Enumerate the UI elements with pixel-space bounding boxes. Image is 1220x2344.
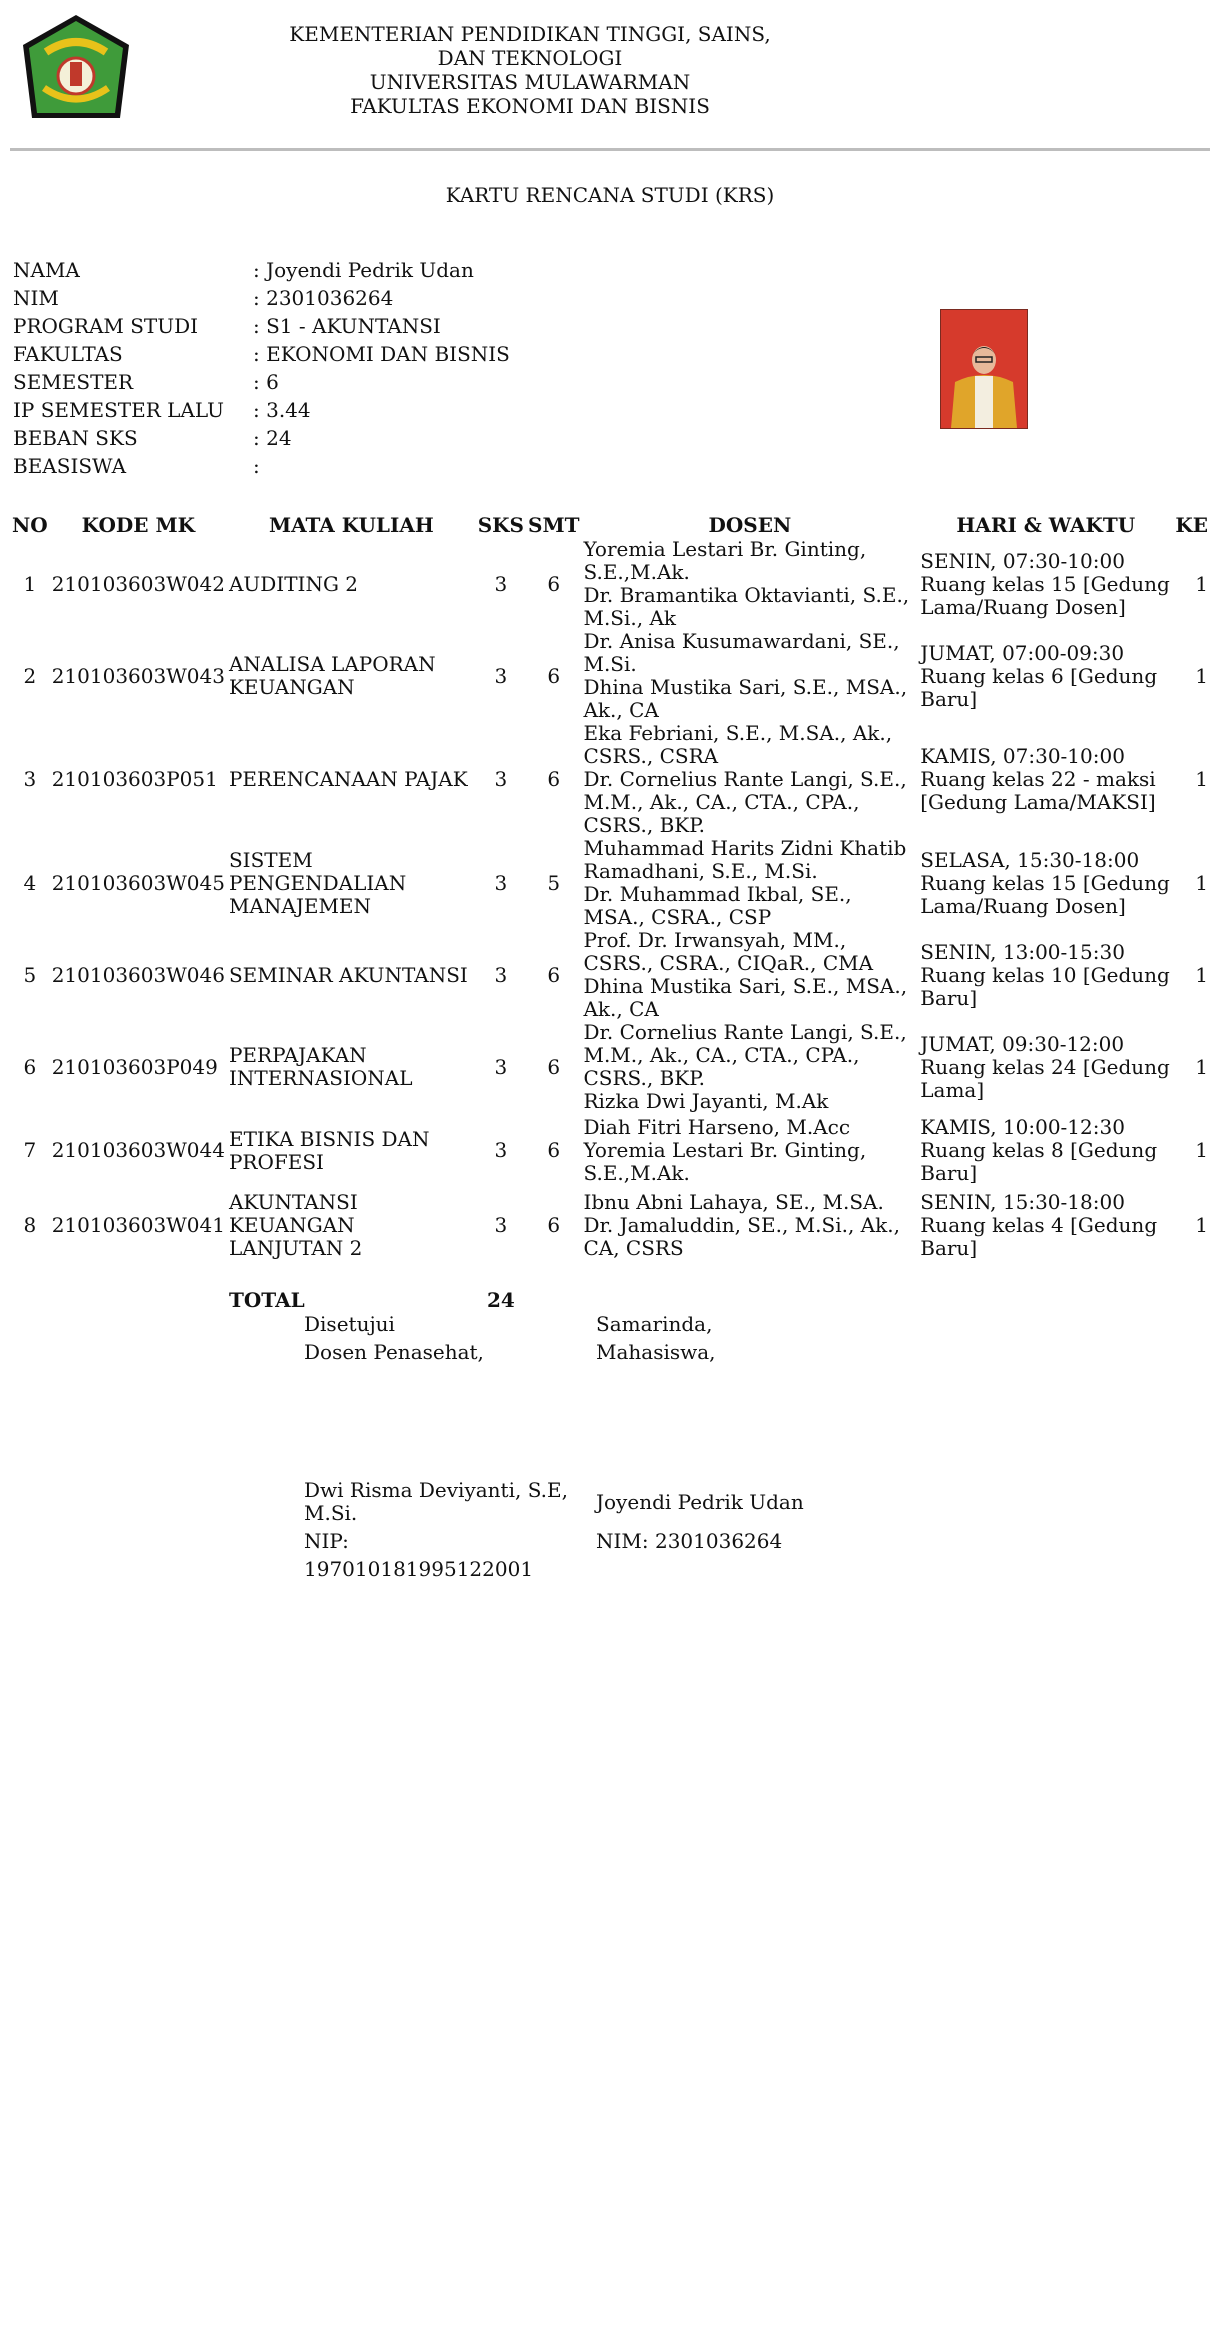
cell-kode: 210103603W045 <box>51 870 225 895</box>
schedule-time: SENIN, 13:00-15:30 <box>920 939 1125 964</box>
schedule-room: Ruang kelas 22 - maksi [Gedung Lama/MAKSI] <box>920 767 1156 814</box>
cell-dosen <box>581 630 918 722</box>
cell-kode: 210103603P049 <box>51 1054 218 1079</box>
cell-smt: 6 <box>547 571 561 596</box>
advisor-role: Dosen Penasehat, <box>304 1340 484 1364</box>
cell-mata-kuliah: PERPAJAKAN INTERNASIONAL <box>228 1043 413 1090</box>
cell-sks: 3 <box>494 571 508 596</box>
cell-sks: 3 <box>494 663 508 688</box>
lecturer-name: Dr. Cornelius Rante Langi, S.E., M.M., Ak., CA., CTA., CPA., CSRS., BKP. <box>583 1020 907 1090</box>
cell-smt: 6 <box>547 767 561 791</box>
lecturer-name: Dr. Muhammad Ikbal, SE., MSA., CSRA., CSP <box>583 882 852 929</box>
schedule-time: SELASA, 15:30-18:00 <box>920 847 1140 872</box>
cell-mata-kuliah: AKUNTANSI KEUANGAN LANJUTAN 2 <box>228 1190 363 1260</box>
cell-kode: 210103603W041 <box>51 1213 225 1237</box>
cell-kode: 210103603W042 <box>51 571 225 596</box>
total-label: TOTAL <box>228 1288 305 1312</box>
advisor-name: Dwi Risma Deviyanti, S.E, M.Si. <box>304 1478 568 1525</box>
table-row <box>10 722 1210 837</box>
student-photo <box>940 309 1028 429</box>
cell-sks: 3 <box>494 962 508 987</box>
cell-no: 3 <box>23 767 37 791</box>
university-logo <box>16 12 136 130</box>
lecturer-name: Dr. Cornelius Rante Langi, S.E., M.M., Ak., CA., CTA., CPA., CSRS., BKP. <box>583 767 907 837</box>
lecturer-name: Yoremia Lestari Br. Ginting, S.E.,M.Ak. <box>583 537 867 584</box>
cell-dosen <box>581 538 918 630</box>
info-value: : 6 <box>253 370 279 394</box>
info-value: : 2301036264 <box>253 286 394 310</box>
student-signature-name: Joyendi Pedrik Udan <box>596 1490 804 1514</box>
header-line: DAN TEKNOLOGI <box>437 46 623 70</box>
advisor-signature-block <box>304 1310 574 1583</box>
cell-hari-waktu <box>918 538 1173 630</box>
cell-hari-waktu <box>918 722 1173 837</box>
cell-dosen <box>581 722 918 837</box>
cell-dosen <box>581 1021 918 1113</box>
cell-smt: 6 <box>547 663 561 688</box>
lecturer-name: Yoremia Lestari Br. Ginting, S.E.,M.Ak. <box>583 1138 867 1185</box>
course-table <box>10 512 1210 1338</box>
cell-no: 7 <box>23 1138 37 1162</box>
schedule-time: KAMIS, 10:00-12:30 <box>920 1115 1125 1139</box>
info-label: FAKULTAS <box>13 342 123 366</box>
cell-dosen <box>581 1113 918 1188</box>
info-row <box>13 424 510 452</box>
lecturer-name: Eka Febriani, S.E., M.SA., Ak., CSRS., CSRA <box>583 721 893 768</box>
cell-hari-waktu <box>918 630 1173 722</box>
info-label: BEASISWA <box>13 454 127 478</box>
column-header-mata-kuliah: MATA KULIAH <box>268 512 434 537</box>
table-row <box>10 538 1210 630</box>
lecturer-name: Muhammad Harits Zidni Khatib Ramadhani, S.E., M.Si. <box>583 836 907 883</box>
info-row <box>13 284 510 312</box>
cell-no: 1 <box>23 571 37 596</box>
header-line: UNIVERSITAS MULAWARMAN <box>369 70 691 94</box>
info-value: : Joyendi Pedrik Udan <box>253 258 474 282</box>
lecturer-name: Dhina Mustika Sari, S.E., MSA., Ak., CA <box>583 675 908 722</box>
info-row <box>13 396 510 424</box>
advisor-nip: NIP: 197010181995122001 <box>304 1529 534 1581</box>
cell-no: 2 <box>23 663 37 688</box>
info-value: : 24 <box>253 426 292 450</box>
cell-no: 4 <box>23 870 37 895</box>
column-header-ke: KE <box>1175 512 1208 537</box>
cell-kode: 210103603W043 <box>51 663 225 688</box>
cell-hari-waktu <box>918 1113 1173 1188</box>
approval-label: Disetujui <box>304 1312 395 1336</box>
table-row <box>10 929 1210 1021</box>
column-header-smt: SMT <box>528 512 580 537</box>
cell-hari-waktu <box>918 1021 1173 1113</box>
schedule-room: Ruang kelas 15 [Gedung Lama/Ruang Dosen] <box>920 870 1170 918</box>
schedule-time: JUMAT, 09:30-12:00 <box>920 1031 1125 1056</box>
schedule-time: JUMAT, 07:00-09:30 <box>920 640 1125 665</box>
cell-kode: 210103603P051 <box>51 767 218 791</box>
cell-hari-waktu <box>918 929 1173 1021</box>
cell-no: 6 <box>23 1054 37 1079</box>
column-header-no: NO <box>12 512 48 537</box>
lecturer-name: Diah Fitri Harseno, M.Acc <box>583 1115 851 1139</box>
total-sks: 24 <box>486 1288 515 1312</box>
lecturer-name: Dr. Jamaluddin, SE., M.Si., Ak., CA, CSRS <box>583 1213 900 1260</box>
cell-sks: 3 <box>494 1213 508 1237</box>
cell-smt: 6 <box>547 1138 561 1162</box>
cell-mata-kuliah: SISTEM PENGENDALIAN MANAJEMEN <box>228 847 407 918</box>
schedule-room: Ruang kelas 6 [Gedung Baru] <box>920 663 1158 711</box>
cell-sks: 3 <box>494 1054 508 1079</box>
info-value: : 3.44 <box>253 398 311 422</box>
info-label: NAMA <box>13 258 80 282</box>
info-label: SEMESTER <box>13 370 134 394</box>
cell-ke: 1 <box>1195 571 1208 596</box>
table-header-row <box>10 512 1210 538</box>
info-row <box>13 452 510 480</box>
info-row <box>13 368 510 396</box>
lecturer-name: Rizka Dwi Jayanti, M.Ak <box>583 1089 829 1113</box>
schedule-room: Ruang kelas 24 [Gedung Lama] <box>920 1054 1170 1102</box>
schedule-time: SENIN, 15:30-18:00 <box>920 1190 1125 1214</box>
info-label: BEBAN SKS <box>13 426 138 450</box>
table-row <box>10 1021 1210 1113</box>
cell-kode: 210103603W046 <box>51 962 225 987</box>
cell-mata-kuliah: ANALISA LAPORAN KEUANGAN <box>228 652 436 699</box>
info-row <box>13 340 510 368</box>
cell-ke: 1 <box>1195 1213 1208 1237</box>
cell-smt: 5 <box>547 870 561 895</box>
cell-dosen <box>581 929 918 1021</box>
document-title: KARTU RENCANA STUDI (KRS) <box>445 183 775 207</box>
column-header-hari-waktu: HARI & WAKTU <box>956 512 1136 537</box>
info-row <box>13 312 510 340</box>
lecturer-name: Prof. Dr. Irwansyah, MM., CSRS., CSRA., CIQaR., CMA <box>583 928 874 975</box>
schedule-time: KAMIS, 07:30-10:00 <box>920 744 1125 768</box>
student-role: Mahasiswa, <box>596 1340 716 1364</box>
table-row <box>10 630 1210 722</box>
cell-dosen <box>581 1188 918 1263</box>
header-line: FAKULTAS EKONOMI DAN BISNIS <box>350 94 710 118</box>
cell-mata-kuliah: SEMINAR AKUNTANSI <box>228 962 468 987</box>
cell-ke: 1 <box>1195 1054 1208 1079</box>
info-label: PROGRAM STUDI <box>13 314 199 338</box>
column-header-sks: SKS <box>477 512 524 537</box>
cell-ke: 1 <box>1195 767 1208 791</box>
cell-smt: 6 <box>547 1213 561 1237</box>
student-nim: NIM: 2301036264 <box>596 1529 783 1553</box>
table-row <box>10 1113 1210 1188</box>
info-value: : EKONOMI DAN BISNIS <box>253 342 510 366</box>
info-value: : S1 - AKUNTANSI <box>253 314 441 338</box>
table-row <box>10 1188 1210 1263</box>
column-header-kode: KODE MK <box>81 512 195 537</box>
info-row <box>13 256 510 284</box>
cell-hari-waktu <box>918 837 1173 929</box>
cell-mata-kuliah: AUDITING 2 <box>228 571 359 596</box>
column-header-dosen: DOSEN <box>708 512 792 537</box>
cell-ke: 1 <box>1195 870 1208 895</box>
schedule-room: Ruang kelas 8 [Gedung Baru] <box>920 1138 1158 1185</box>
lecturer-name: Ibnu Abni Lahaya, SE., M.SA. <box>583 1190 884 1214</box>
cell-smt: 6 <box>547 962 561 987</box>
cell-sks: 3 <box>494 767 508 791</box>
header-divider <box>10 148 1210 151</box>
cell-smt: 6 <box>547 1054 561 1079</box>
cell-no: 5 <box>23 962 37 987</box>
student-signature-block <box>596 1310 896 1555</box>
signing-place: Samarinda, <box>596 1312 713 1336</box>
lecturer-name: Dhina Mustika Sari, S.E., MSA., Ak., CA <box>583 974 908 1021</box>
lecturer-name: Dr. Anisa Kusumawardani, SE., M.Si. <box>583 629 900 676</box>
info-label: NIM <box>13 286 59 310</box>
cell-ke: 1 <box>1195 962 1208 987</box>
schedule-room: Ruang kelas 10 [Gedung Baru] <box>920 962 1170 1010</box>
cell-ke: 1 <box>1195 663 1208 688</box>
institution-header <box>230 22 830 118</box>
cell-kode: 210103603W044 <box>51 1138 225 1162</box>
cell-mata-kuliah: PERENCANAAN PAJAK <box>228 767 468 791</box>
lecturer-name: Dr. Bramantika Oktavianti, S.E., M.Si., Ak <box>583 583 910 630</box>
cell-sks: 3 <box>494 870 508 895</box>
cell-sks: 3 <box>494 1138 508 1162</box>
header-line: KEMENTERIAN PENDIDIKAN TINGGI, SAINS, <box>289 22 771 46</box>
cell-no: 8 <box>23 1213 37 1237</box>
cell-mata-kuliah: ETIKA BISNIS DAN PROFESI <box>228 1126 430 1174</box>
schedule-time: SENIN, 07:30-10:00 <box>920 548 1125 573</box>
cell-hari-waktu <box>918 1188 1173 1263</box>
info-value: : <box>253 454 260 478</box>
table-row <box>10 837 1210 929</box>
schedule-room: Ruang kelas 4 [Gedung Baru] <box>920 1213 1158 1260</box>
cell-dosen <box>581 837 918 929</box>
student-info <box>13 256 510 480</box>
schedule-room: Ruang kelas 15 [Gedung Lama/Ruang Dosen] <box>920 571 1170 619</box>
cell-ke: 1 <box>1195 1138 1208 1162</box>
info-label: IP SEMESTER LALU <box>13 398 224 422</box>
